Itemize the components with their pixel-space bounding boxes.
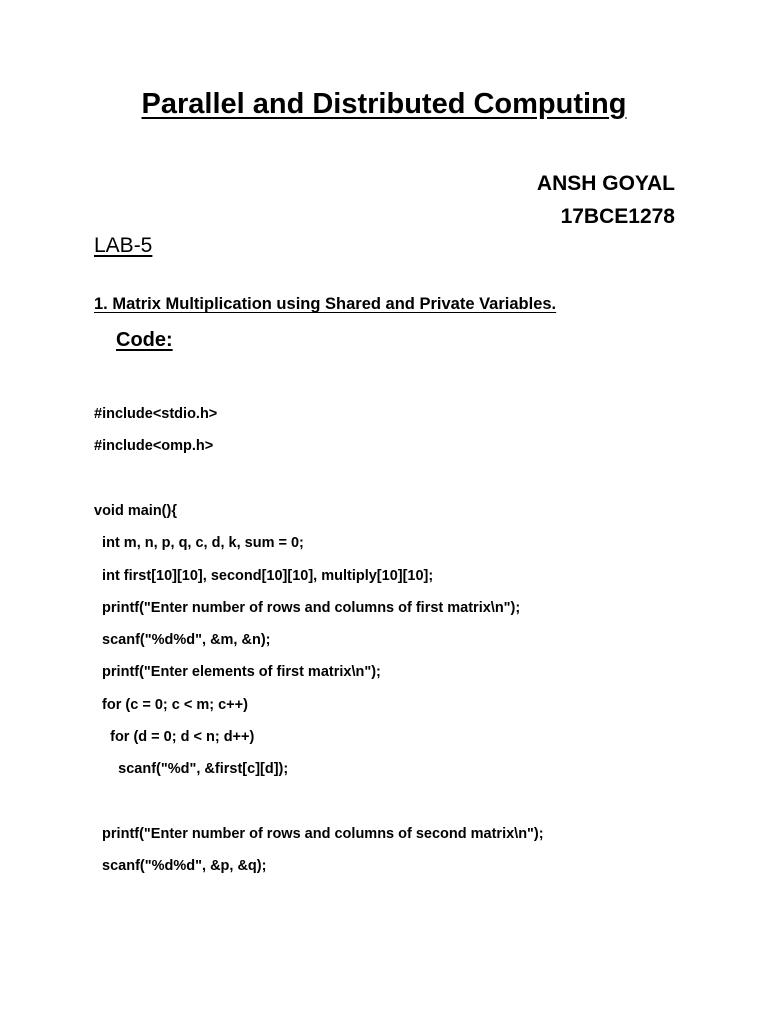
lab-heading: LAB-5 bbox=[94, 234, 153, 257]
code-line: #include<stdio.h> bbox=[94, 406, 218, 422]
code-heading: Code: bbox=[116, 329, 173, 351]
code-line: for (d = 0; d < n; d++) bbox=[94, 729, 255, 745]
code-line: printf("Enter elements of first matrix\n"); bbox=[94, 664, 381, 681]
document-title: Parallel and Distributed Computing bbox=[141, 88, 627, 120]
code-line: #include<omp.h> bbox=[94, 438, 214, 455]
code-line: for (c = 0; c < m; c++) bbox=[94, 696, 248, 713]
code-line: scanf("%d", &first[c][d]); bbox=[94, 761, 289, 778]
code-line: printf("Enter number of rows and columns of second matrix\n"); bbox=[94, 825, 544, 842]
code-line: scanf("%d%d", &m, &n); bbox=[94, 632, 271, 649]
code-line: int m, n, p, q, c, d, k, sum = 0; bbox=[94, 535, 304, 552]
code-line: printf("Enter number of rows and columns of first matrix\n"); bbox=[94, 599, 521, 616]
code-line: scanf("%d%d", &p, &q); bbox=[94, 858, 267, 875]
author-id: 17BCE1278 bbox=[560, 205, 675, 228]
author-name: ANSH GOYAL bbox=[536, 172, 675, 195]
code-line: int first[10][10], second[10][10], multiply[10][10]; bbox=[94, 567, 434, 584]
question-heading: 1. Matrix Multiplication using Shared and Private Variables. bbox=[94, 295, 557, 313]
code-line: void main(){ bbox=[94, 502, 177, 519]
